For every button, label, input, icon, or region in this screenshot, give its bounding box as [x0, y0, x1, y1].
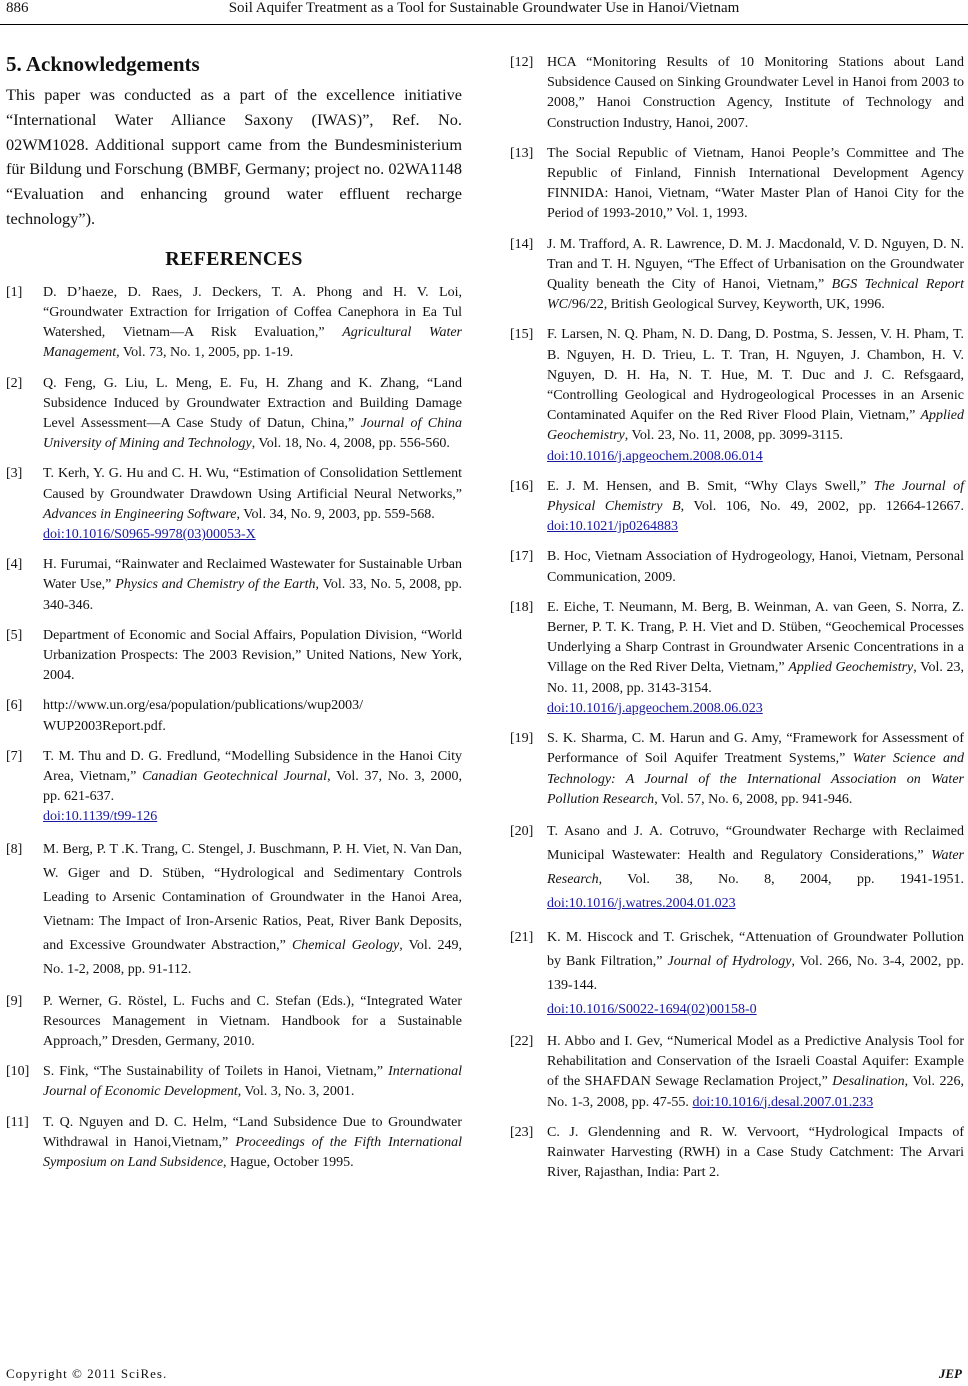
reference-text — [547, 820, 964, 916]
copyright-notice: Copyright © 2011 SciRes. — [6, 1366, 168, 1381]
reference-details: , Vol. 33, No. 5, 2008, pp. 340-346. — [43, 577, 462, 613]
reference-item — [510, 729, 964, 810]
reference-citation: S. K. Sharma, C. M. Harun and G. Amy, “Framework for Assessment of Performance of Soil Aquifer Treatment Systems,” — [547, 731, 964, 767]
reference-number: [2] — [6, 375, 23, 391]
reference-text — [43, 464, 462, 545]
reference-item — [6, 1113, 462, 1174]
reference-number: [21] — [510, 929, 534, 945]
reference-details: /96/22, British Geological Survey, Keyworth, UK, 1996. — [568, 297, 885, 313]
reference-number: [8] — [6, 841, 23, 857]
reference-text — [547, 1032, 964, 1113]
reference-citation: T. Q. Nguyen and D. C. Helm, “Land Subsidence Due to Groundwater Withdrawal in Hanoi,Vietnam,” — [43, 1114, 462, 1150]
reference-details: , Vol. 18, No. 4, 2008, pp. 556-560. — [251, 436, 450, 452]
doi-link[interactable]: doi:10.1016/j.desal.2007.01.233 — [692, 1094, 874, 1110]
reference-citation: D. D’haeze, D. Raes, J. Deckers, T. A. Phong and H. V. Loi, “Groundwater Extraction for Irrigation of Coffea Canephora in Ea Tul Watershed, Vietnam—A Risk Evaluation,” — [43, 284, 462, 341]
reference-item — [510, 477, 964, 538]
reference-source-title: BGS Technical Report WC — [547, 277, 964, 313]
reference-citation: J. M. Trafford, A. R. Lawrence, D. M. J. Macdonald, V. D. Nguyen, D. N. Tran and T. H. Nguyen, “The Effect of Urbanisation on the Groundwater Quality beneath the City of Hanoi, Vietnam,” — [547, 236, 964, 293]
running-title: Soil Aquifer Treatment as a Tool for Sustainable Groundwater Use in Hanoi/Vietnam — [228, 0, 740, 16]
reference-number: [20] — [510, 823, 534, 839]
reference-text — [43, 1113, 462, 1174]
reference-text — [547, 325, 964, 466]
reference-source-title: Water Science and Technology: A Journal of the International Association on Water Pollution Research — [547, 751, 964, 807]
reference-citation: M. Berg, P. T .K. Trang, C. Stengel, J. Buschmann, P. H. Viet, N. Van Dan, W. Giger and D. Stüben, “Hydrological and Sedimentary Controls Leading to Arsenic Contamination of Groundwater in the Hanoi Area, Vietnam: The Impact of Iron-Arsenic Ratios, Peat, River Bank Deposits, and Excessive Groundwater Abstraction,” — [43, 841, 462, 953]
reference-number: [17] — [510, 549, 534, 565]
doi-link[interactable]: doi:10.1016/j.apgeochem.2008.06.023 — [547, 700, 763, 716]
doi-link[interactable]: doi:10.1016/S0965-9978(03)00053-X — [43, 527, 256, 543]
doi-link[interactable]: doi:10.1016/j.watres.2004.01.023 — [547, 895, 736, 911]
reference-details: , Vol. 34, No. 9, 2003, pp. 559-568. — [236, 506, 435, 522]
reference-number: [10] — [6, 1064, 30, 1080]
doi-link[interactable]: doi:10.1139/t99-126 — [43, 809, 158, 825]
reference-item — [6, 696, 462, 736]
acknowledgements-heading: 5. Acknowledgements — [6, 52, 200, 76]
page-number: 886 — [6, 0, 29, 16]
reference-item — [6, 747, 462, 828]
left-column — [6, 52, 462, 1183]
reference-text — [43, 696, 462, 736]
reference-text — [547, 729, 964, 810]
reference-text — [547, 53, 964, 134]
reference-item — [510, 325, 964, 466]
reference-source-title: Proceedings of the Fifth International Symposium on Land Subsidence — [43, 1134, 462, 1171]
header-rule — [0, 24, 968, 25]
reference-text — [547, 547, 964, 587]
reference-text — [43, 992, 462, 1053]
reference-details: , Vol. 73, No. 1, 2005, pp. 1-19. — [116, 345, 294, 361]
reference-details: , Vol. 38, No. 8, 2004, pp. 1941-1951. — [598, 871, 964, 887]
reference-source-title: Water Research — [547, 847, 964, 887]
reference-item — [510, 144, 964, 225]
reference-citation: The Social Republic of Vietnam, Hanoi People’s Committee and The Republic of Finland, Finnish International Development Agency FINNIDA: Hanoi, Vietnam, “Water Master Plan of Hanoi City for the Period of 1993-2010,” Vol. 1, 1993. — [547, 145, 964, 222]
reference-item — [6, 838, 462, 982]
reference-text — [43, 555, 462, 616]
reference-source-title: The Journal of Physical Chemistry B — [547, 478, 964, 515]
reference-details: , Vol. 37, No. 3, 2000, pp. 621-637. — [43, 769, 462, 805]
reference-text — [43, 838, 462, 982]
reference-number: [6] — [6, 698, 23, 714]
reference-source-title: Journal of China University of Mining and Technology — [43, 416, 463, 452]
doi-link[interactable]: doi:10.1021/jp0264883 — [547, 519, 679, 535]
reference-details: , Vol. 266, No. 3-4, 2002, pp. 139-144. — [547, 953, 964, 993]
acknowledgements-text: This paper was conducted as a part of the excellence initiative “International Water Alliance Saxony (IWAS)”, Ref. No. 02WM1028. Additional support came from the Bundesministerium für Bildung und Forschung (BMBF, Germany; project no. 02WA1148 “Evaluation and enhancing ground water effluent recharge technology”). — [6, 85, 462, 228]
reference-citation: P. Werner, G. Röstel, L. Fuchs and C. Stefan (Eds.), “Integrated Water Resources Management in Vietnam. Handbook for a Sustainable Approach,” Dresden, Germany, 2010. — [43, 993, 462, 1050]
reference-citation: HCA “Monitoring Results of 10 Monitoring Stations about Land Subsidence Caused on Sinking Groundwater Level in Hanoi from 2003 to 2008,” Hanoi Construction Agency, Institute of Technology and Construction Industry, Hanoi, 2007. — [547, 55, 964, 131]
reference-details: , Vol. 57, No. 6, 2008, pp. 941-946. — [654, 791, 853, 807]
reference-citation: H. Abbo and I. Gev, “Numerical Model as a Predictive Analysis Tool for Rehabilitation and Conservation of the Israeli Coastal Aquifer: Example of the SHAFDAN Sewage Reclamation Project,” — [547, 1033, 964, 1090]
reference-citation: B. Hoc, Vietnam Association of Hydrogeology, Hanoi, Vietnam, Personal Communication, 2009. — [547, 549, 964, 585]
reference-number: [12] — [510, 55, 534, 70]
reference-number: [5] — [6, 627, 23, 643]
reference-number: [18] — [510, 599, 534, 615]
reference-source-title: Applied Geochemistry — [547, 408, 964, 444]
reference-citation: E. Eiche, T. Neumann, M. Berg, B. Weinman, A. van Geen, S. Norra, Z. Berner, P. T. K. Trang, P. H. Viet and D. Stüben, “Geochemical Processes Underlying a Sharp Contrast in Groundwater Arsenic Concentrations in a Village on the Red River Delta, Vietnam,” — [547, 599, 964, 676]
reference-text — [43, 626, 462, 687]
reference-item — [510, 1032, 964, 1113]
reference-number: [1] — [6, 284, 23, 300]
reference-source-title: Canadian Geotechnical Journal — [142, 769, 328, 785]
reference-text — [43, 747, 462, 828]
references-heading: REFERENCES — [165, 247, 303, 270]
reference-item — [510, 926, 964, 1022]
reference-number: [9] — [6, 993, 23, 1009]
reference-details: , Vol. 23, No. 11, 2008, pp. 3143-3154. — [547, 660, 965, 696]
reference-item — [510, 598, 964, 719]
reference-item — [510, 235, 964, 316]
reference-item — [6, 374, 462, 455]
reference-source-title: Physics and Chemistry of the Earth — [115, 577, 316, 593]
reference-number: [3] — [6, 466, 23, 482]
reference-source-title: Agricultural Water Management — [43, 325, 462, 361]
reference-text — [547, 144, 964, 225]
reference-text — [43, 1062, 462, 1102]
right-column — [510, 53, 964, 1193]
reference-source-title: Advances in Engineering Software — [43, 506, 237, 522]
reference-source-title: International Journal of Economic Development — [43, 1064, 462, 1100]
reference-details: , Vol. 249, No. 1-2, 2008, pp. 91-112. — [43, 937, 462, 977]
journal-abbreviation: JEP — [938, 1366, 962, 1381]
reference-details: , Vol. 226, No. 1-3, 2008, pp. 47-55. — [547, 1074, 964, 1110]
reference-number: [16] — [510, 478, 534, 494]
reference-citation: K. M. Hiscock and T. Grischek, “Attenuation of Groundwater Pollution by Bank Filtration,” — [547, 929, 964, 969]
reference-text — [547, 926, 964, 1022]
reference-number: [4] — [6, 557, 23, 573]
references-list-right — [510, 53, 964, 1183]
reference-item — [510, 53, 964, 134]
reference-citation: S. Fink, “The Sustainability of Toilets in Hanoi, Vietnam,” — [43, 1064, 389, 1080]
reference-item — [6, 992, 462, 1053]
doi-link[interactable]: doi:10.1016/j.apgeochem.2008.06.014 — [547, 448, 763, 464]
reference-number: [13] — [510, 145, 534, 161]
reference-citation: Department of Economic and Social Affairs, Population Division, “World Urbanization Prospects: The 2003 Revision,” United Nations, New York, 2004. — [43, 627, 462, 684]
reference-item — [510, 1123, 964, 1184]
reference-details: , Hague, October 1995. — [223, 1155, 354, 1171]
page-header — [0, 0, 968, 24]
reference-details: , Vol. 106, No. 49, 2002, pp. 12664-12667. — [680, 499, 964, 515]
reference-number: [22] — [510, 1033, 534, 1049]
reference-source-title: Chemical Geology — [291, 937, 400, 953]
doi-link[interactable]: doi:10.1016/S0022-1694(02)00158-0 — [547, 1001, 757, 1017]
reference-number: [11] — [6, 1114, 29, 1130]
reference-citation: Q. Feng, G. Liu, L. Meng, E. Fu, H. Zhang and K. Zhang, “Land Subsidence Induced by Groundwater Extraction and Building Damage Level Assessment—A Case Study of Datun, China,” — [43, 375, 462, 431]
reference-citation: F. Larsen, N. Q. Pham, N. D. Dang, D. Postma, S. Jessen, V. H. Pham, T. B. Nguyen, H. D. Trieu, L. T. Tran, H. Nguyen, J. Chambon, H. V. Nguyen, D. H. Ha, N. T. Hue, M. T. Duc and J. C. Refsgaard, “Controlling Geological and Hydrogeological Processes in an Arsenic Contaminated Aquifer on the Red River Flood Plain, Vietnam,” — [547, 327, 964, 424]
reference-citation: T. Asano and J. A. Cotruvo, “Groundwater Recharge with Reclaimed Municipal Wastewater: Health and Regulatory Considerations,” — [547, 823, 964, 863]
page-footer — [0, 1366, 968, 1386]
reference-text — [43, 283, 462, 364]
reference-item — [6, 283, 462, 364]
reference-citation: http://www.un.org/esa/population/publications/wup2003/ WUP2003Report.pdf. — [43, 698, 364, 734]
reference-citation: T. M. Thu and D. G. Fredlund, “Modelling Subsidence in the Hanoi City Area, Vietnam,” — [43, 748, 462, 785]
reference-citation: C. J. Glendenning and R. W. Vervoort, “Hydrological Impacts of Rainwater Harvesting (RWH) in a Case Study Catchment: The Arvari River, Rajasthan, India: Part 2. — [547, 1124, 964, 1181]
reference-item — [6, 464, 462, 545]
reference-item — [510, 820, 964, 916]
reference-item — [6, 626, 462, 687]
reference-text — [547, 598, 964, 719]
reference-source-title: Applied Geochemistry — [788, 660, 914, 676]
reference-number: [15] — [510, 327, 534, 343]
reference-citation: H. Furumai, “Rainwater and Reclaimed Wastewater for Sustainable Urban Water Use,” — [43, 557, 462, 593]
reference-number: [19] — [510, 731, 534, 747]
references-list-left — [6, 283, 462, 1174]
reference-details: , Vol. 3, No. 3, 2001. — [237, 1084, 355, 1100]
reference-item — [6, 1062, 462, 1102]
reference-text — [547, 477, 964, 538]
reference-citation: E. J. M. Hensen, and B. Smit, “Why Clays Swell,” — [547, 478, 874, 494]
reference-text — [547, 235, 964, 316]
reference-text — [43, 374, 462, 455]
reference-item — [510, 547, 964, 587]
reference-details: , Vol. 23, No. 11, 2008, pp. 3099-3115. — [624, 428, 843, 444]
reference-number: [7] — [6, 748, 23, 764]
reference-number: [23] — [510, 1124, 534, 1140]
reference-citation: T. Kerh, Y. G. Hu and C. H. Wu, “Estimation of Consolidation Settlement Caused by Groundwater Drawdown Using Artificial Neural Networks,” — [43, 466, 462, 502]
reference-item — [6, 555, 462, 616]
reference-number: [14] — [510, 236, 534, 252]
reference-source-title: Desalination — [832, 1074, 905, 1090]
reference-text — [547, 1123, 964, 1184]
reference-source-title: Journal of Hydrology — [667, 953, 792, 969]
